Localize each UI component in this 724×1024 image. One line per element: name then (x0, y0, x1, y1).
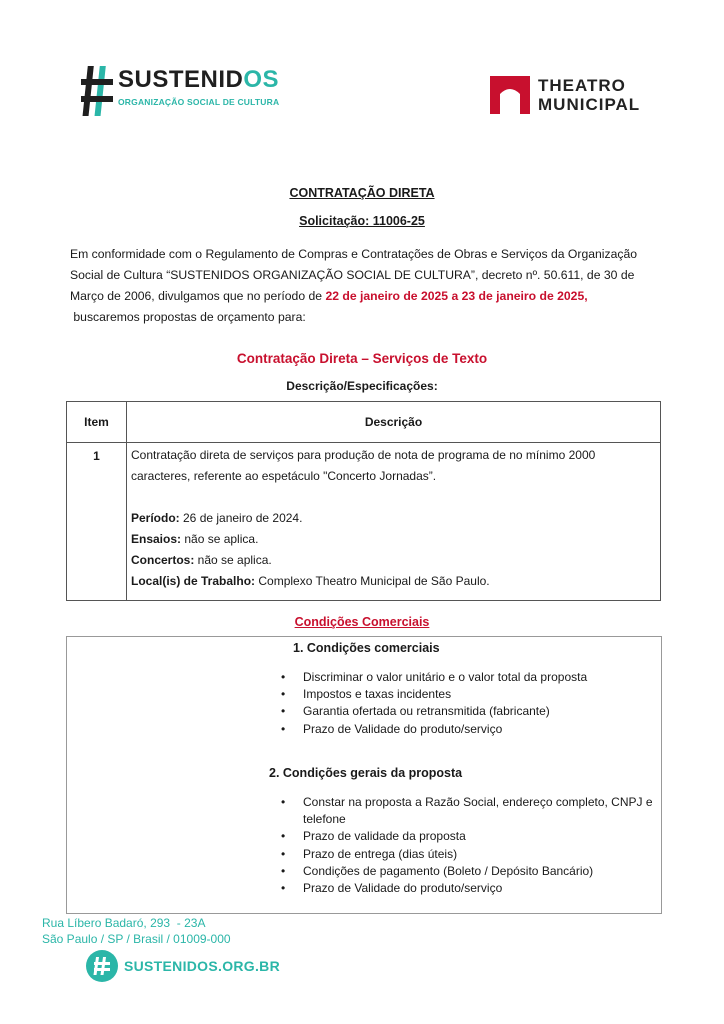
logo-line-municipal: MUNICIPAL (538, 95, 641, 114)
logo-word-accent: OS (243, 66, 280, 93)
intro-paragraph: Em conformidade com o Regulamento de Compras e Contratações de Obras e Serviços da Organização Social de Cultura “SUSTENIDOS ORGANIZAÇÃO SOCIAL DE CULTURA”, decreto nº. 50.611, de 30 de Março de 2006, divulgamos que no período de 22 de janeiro de 2025 a 23 de janeiro de 2025, buscaremos propostas de orçamento para: (70, 247, 638, 324)
spec-table (66, 401, 661, 601)
logo-subtitle: ORGANIZAÇÃO SOCIAL DE CULTURA (118, 97, 280, 107)
footer-address: Rua Líbero Badaró, 293 - 23A São Paulo / SP / Brasil / 01009-000 (42, 916, 231, 946)
header-description: Descrição (127, 402, 661, 443)
list-item: • Constar na proposta a Razão Social, endereço completo, CNPJ e telefone (277, 794, 661, 828)
conditions-section-2-title: 2. Condições gerais da proposta (269, 766, 463, 780)
table-header-row (67, 402, 661, 443)
list-item: • Garantia ofertada ou retransmitida (fabricante) (277, 703, 657, 720)
theatro-arch-logo-icon (488, 72, 532, 116)
conditions-title: Condições Comerciais (294, 615, 430, 629)
theatro-municipal-logo (488, 70, 668, 120)
item-number: 1 (67, 443, 127, 601)
list-item: • Discriminar o valor unitário e o valor total da proposta (277, 669, 657, 686)
list-item: • Prazo de validade da proposta (277, 828, 661, 845)
item-description: Contratação direta de serviços para produção de nota de programa de no mínimo 2000 caracteres, referente ao espetáculo "Concerto Jornadas”. Período: 26 de janeiro de 2024. Ensaios: não se aplica. Concertos: não se aplica. Local(is) de Trabalho: Complexo Theatro Municipal de São Paulo. (127, 443, 661, 601)
conditions-box (66, 636, 662, 914)
document-title: CONTRATAÇÃO DIRETA (289, 186, 435, 200)
conditions-section-2-list (277, 794, 661, 897)
hashtag-circle-icon (86, 950, 118, 982)
section-title: Contratação Direta – Serviços de Texto (236, 351, 488, 366)
list-item: • Prazo de entrega (dias úteis) (277, 846, 661, 863)
list-item: • Prazo de Validade do produto/serviço (277, 880, 661, 897)
logo-word-main: SUSTENID (118, 66, 244, 93)
list-item: • Condições de pagamento (Boleto / Depósito Bancário) (277, 863, 661, 880)
sustenidos-logo (80, 64, 280, 120)
conditions-section-1-title: 1. Condições comerciais (293, 641, 440, 655)
spec-heading: Descrição/Especificações: (286, 379, 438, 393)
request-number: Solicitação: 11006-25 (299, 214, 425, 228)
list-item: • Prazo de Validade do produto/serviço (277, 721, 657, 738)
website-link[interactable]: SUSTENIDOS.ORG.BR (124, 958, 281, 974)
table-row (67, 443, 661, 601)
logo-line-theatro: THEATRO (538, 76, 626, 95)
list-item: • Impostos e taxas incidentes (277, 686, 657, 703)
hashtag-logo-icon (80, 64, 114, 118)
conditions-section-1-list (277, 669, 657, 738)
header-item: Item (67, 402, 127, 443)
period-highlight: 22 de janeiro de 2025 a 23 de janeiro de 2025, (325, 289, 588, 303)
